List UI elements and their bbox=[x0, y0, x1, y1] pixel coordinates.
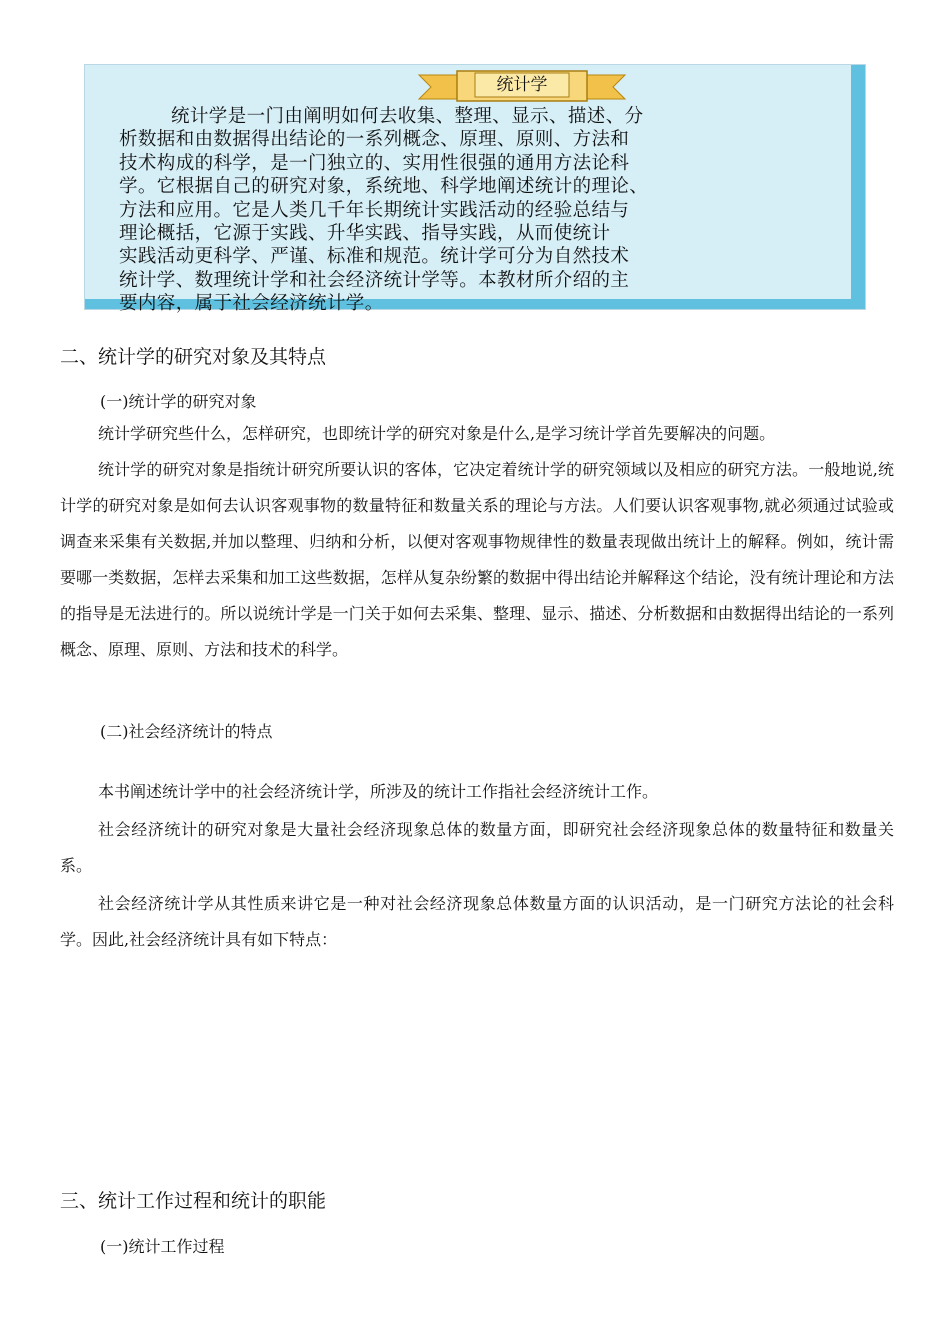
intro-figure bbox=[84, 64, 866, 315]
section3-heading: 三、统计工作过程和统计的职能 bbox=[60, 1190, 327, 1212]
section2-sub2-paragraph-3: 社会经济统计学从其性质来讲它是一种对社会经济现象总体数量方面的认识活动，是一门研究方法论的社会科学。因此,社会经济统计具有如下特点： bbox=[60, 894, 894, 949]
title-ribbon bbox=[417, 69, 627, 103]
figure-body bbox=[119, 105, 819, 316]
figure-title: 统计学 bbox=[496, 75, 548, 95]
section2-sub2-paragraph-2: 社会经济统计的研究对象是大量社会经济现象总体的数量方面，即研究社会经济现象总体的数量特征和数量关系。 bbox=[60, 820, 894, 875]
figure-frame-right bbox=[851, 65, 865, 309]
figure-line: 技术构成的科学，是一门独立的、实用性很强的通用方法论科 bbox=[119, 152, 630, 174]
section2-sub1-paragraph-2: 统计学的研究对象是指统计研究所要认识的客体，它决定着统计学的研究领域以及相应的研究方法。一般地说,统计学的研究对象是如何去认识客观事物的数量特征和数量关系的理论与方法。人们要认识客观事物,就必须通过试验或调查来采集有关数据,并加以整理、归纳和分析，以便对客观事物规律性的数量表现做出统计上的解释。例如，统计需要哪一类数据，怎样去采集和加工这些数据，怎样从复杂纷繁的数据中得出结论并解释这个结论，没有统计理论和方法的指导是无法进行的。所以说统计学是一门关于如何去采集、整理、显示、描述、分析数据和由数据得出结论的一系列概念、原理、原则、方法和技术的科学。 bbox=[60, 460, 894, 659]
figure-line: 实践活动更科学、严谨、标准和规范。统计学可分为自然技术 bbox=[119, 246, 630, 268]
figure-line: 学。它根据自己的研究对象，系统地、科学地阐述统计的理论、 bbox=[119, 176, 649, 198]
section3-sub1-heading: (一)统计工作过程 bbox=[100, 1237, 225, 1256]
figure-line: 要内容，属于社会经济统计学。 bbox=[119, 293, 384, 315]
figure-line: 统计学是一门由阐明如何去收集、整理、显示、描述、分 bbox=[171, 106, 644, 127]
section2-sub1-paragraph-1: 统计学研究些什么，怎样研究，也即统计学的研究对象是什么,是学习统计学首先要解决的问题。 bbox=[98, 424, 776, 443]
figure-line: 统计学、数理统计学和社会经济统计学等。本教材所介绍的主 bbox=[119, 269, 630, 291]
section2-sub2-paragraph-1: 本书阐述统计学中的社会经济统计学，所涉及的统计工作指社会经济统计工作。 bbox=[98, 782, 659, 801]
section2-sub2-heading: (二)社会经济统计的特点 bbox=[100, 722, 273, 741]
section2-heading: 二、统计学的研究对象及其特点 bbox=[60, 346, 327, 368]
figure-line: 析数据和由数据得出结论的一系列概念、原理、原则、方法和 bbox=[119, 129, 630, 151]
figure-line: 理论概括，它源于实践、升华实践、指导实践，从而使统计 bbox=[119, 223, 611, 245]
section2-sub1-heading: (一)统计学的研究对象 bbox=[100, 392, 257, 411]
figure-line: 方法和应用。它是人类几千年长期统计实践活动的经验总结与 bbox=[119, 199, 630, 221]
